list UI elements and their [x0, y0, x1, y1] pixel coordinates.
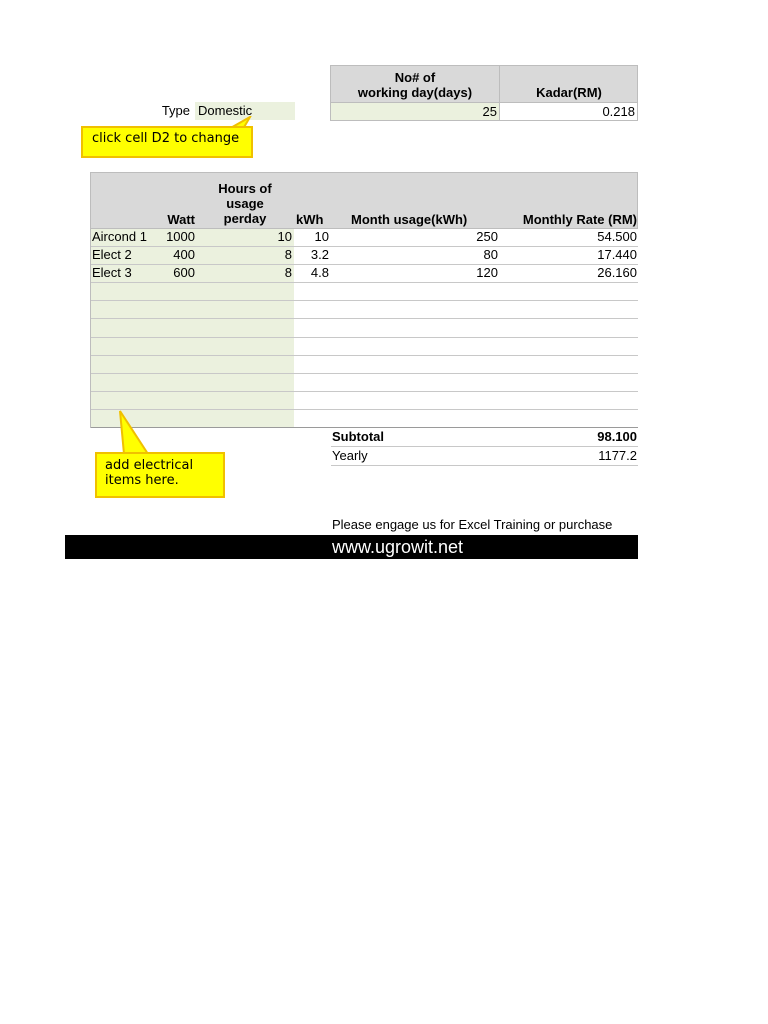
hours-header-line1: Hours of — [218, 181, 272, 196]
kwh-value: 4.8 — [310, 265, 329, 280]
yearly-divider — [331, 465, 638, 466]
row-divider — [91, 391, 638, 392]
kwh-header: kWh — [296, 212, 324, 227]
working-days-header-line1: No# of — [394, 70, 436, 85]
item-name[interactable]: Aircond 1 — [92, 229, 147, 244]
hours-value[interactable]: 10 — [277, 229, 292, 244]
row-divider — [91, 409, 638, 410]
row-divider — [91, 373, 638, 374]
row-divider — [91, 355, 638, 356]
watt-value[interactable]: 1000 — [166, 229, 195, 244]
hours-value[interactable]: 8 — [284, 265, 292, 280]
watt-value[interactable]: 600 — [173, 265, 195, 280]
item-name[interactable]: Elect 2 — [92, 247, 132, 262]
row-divider — [91, 282, 638, 283]
row-divider — [91, 318, 638, 319]
working-days-header-line2: working day(days) — [357, 85, 473, 100]
working-days-header — [331, 70, 499, 100]
row-divider — [91, 246, 638, 247]
row-divider — [91, 300, 638, 301]
type-label: Type — [161, 103, 190, 118]
month-usage-header: Month usage(kWh) — [351, 212, 468, 227]
cell-hint-callout: click cell D2 to change — [81, 126, 253, 158]
watt-value[interactable]: 400 — [173, 247, 195, 262]
monthly-rate-header: Monthly Rate (RM) — [522, 212, 637, 227]
yearly-value: 1177.2 — [598, 448, 637, 463]
type-value-cell[interactable]: Domestic — [195, 102, 295, 120]
website-link[interactable]: www.ugrowit.net — [332, 537, 464, 557]
kwh-value: 10 — [314, 229, 329, 244]
monthly-rate-value: 54.500 — [597, 229, 637, 244]
hours-header-line2: usage — [226, 196, 264, 211]
yearly-label: Yearly — [332, 448, 368, 463]
hours-header — [205, 181, 285, 226]
working-days-value[interactable]: 25 — [331, 103, 499, 120]
watt-header: Watt — [167, 212, 195, 227]
add-items-callout: add electrical items here. — [95, 452, 225, 498]
subtotal-value: 98.100 — [597, 429, 637, 444]
monthly-rate-value: 26.160 — [597, 265, 637, 280]
row-divider — [91, 264, 638, 265]
kadar-value: 0.218 — [602, 104, 635, 119]
row-divider — [91, 337, 638, 338]
monthly-rate-value: 17.440 — [597, 247, 637, 262]
callout-pointer — [110, 410, 160, 455]
month-usage-value: 80 — [483, 247, 498, 262]
hours-header-line3: perday — [223, 211, 267, 226]
item-name[interactable]: Elect 3 — [92, 265, 132, 280]
subtotal-label: Subtotal — [332, 429, 384, 444]
month-usage-value: 120 — [476, 265, 498, 280]
hours-value[interactable]: 8 — [284, 247, 292, 262]
month-usage-value: 250 — [476, 229, 498, 244]
kadar-header: Kadar(RM) — [536, 85, 602, 100]
engage-text: Please engage us for Excel Training or purchase — [332, 517, 613, 532]
kwh-value: 3.2 — [310, 247, 329, 262]
